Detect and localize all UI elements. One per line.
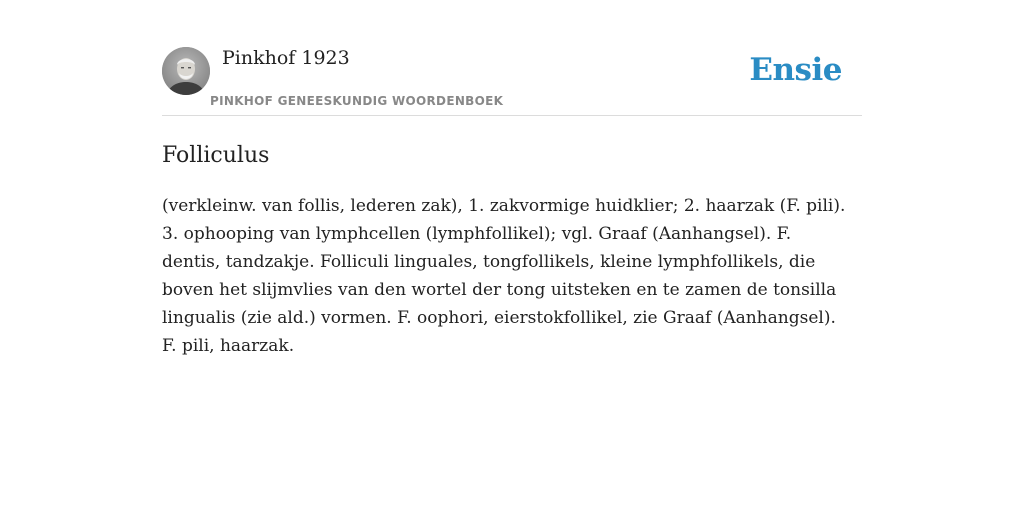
entry-card [162,46,862,360]
entry-title: Folliculus [162,143,270,168]
entry-definition: (verkleinw. van follis, lederen zak), 1. zakvormige huidklier; 2. haarzak (F. pili). 3. ophooping van lymphcellen (lymphfollikel); vgl. Graaf (Aanhangsel). F. dentis, tandzakje. Folliculi linguales, tongfollikels, kleine lymphfollikels, die boven het slijmvlies van den wortel der tong uitsteken en te zamen de tonsilla lingualis (zie ald.) vormen. F. oophori, eierstokfollikel, zie Graaf (Aanhangsel). F. pili, haarzak. [162,196,846,356]
author-avatar[interactable] [162,47,210,95]
portrait-icon [162,47,210,95]
entry-header [162,46,862,116]
ensie-logo[interactable]: Ensie [749,52,842,88]
dictionary-name[interactable]: PINKHOF GENEESKUNDIG WOORDENBOEK [210,94,504,108]
author-name[interactable]: Pinkhof 1923 [222,47,350,69]
